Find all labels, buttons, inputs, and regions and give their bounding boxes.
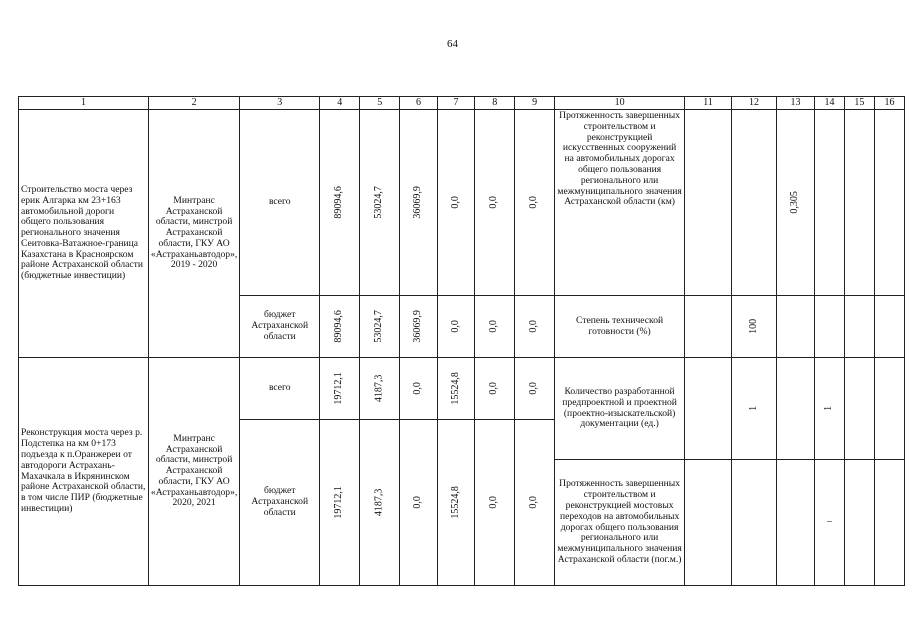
project1-total-source: всего xyxy=(240,110,320,296)
project1-total-col4: 89094,6 xyxy=(333,186,345,219)
empty-cell xyxy=(874,358,904,460)
project1-total-col6: 36069,9 xyxy=(412,186,424,219)
empty-cell xyxy=(844,110,874,296)
project2-total-row xyxy=(19,358,905,420)
project2-col14-dash: – xyxy=(826,516,832,528)
empty-cell xyxy=(776,296,814,358)
project2-budget-col4: 19712,1 xyxy=(333,486,345,519)
project1-name: Строительство моста через ерик Алгарка км 23+163 автомобильной дороги общего пользования регионального значения Сеитовка-Ватажное-граница Казахстана в Красноярском районе Астраханской области (бюджетные инвестиции) xyxy=(19,110,149,358)
empty-cell xyxy=(685,296,732,358)
project2-budget-col9: 0,0 xyxy=(528,496,540,509)
empty-cell xyxy=(732,460,777,586)
project2-name: Реконструкция моста через р. Подстепка на км 0+173 подъезда к п.Оранжереи от автодороги Астрахань-Махачкала в Икрянинском районе Астраханской области, в том числе ПИР (бюджетные инвестиции) xyxy=(19,358,149,586)
header-cell: 4 xyxy=(320,97,360,110)
header-cell: 5 xyxy=(360,97,400,110)
project1-col12-value: 100 xyxy=(747,318,759,334)
project1-budget-col8: 0,0 xyxy=(488,320,500,333)
project1-budget-col9: 0,0 xyxy=(528,320,540,333)
empty-cell xyxy=(874,110,904,296)
header-cell: 11 xyxy=(685,97,732,110)
empty-cell xyxy=(776,358,814,460)
header-cell: 10 xyxy=(555,97,685,110)
project1-executor: Минтранс Астраханской области, минстрой Астраханской области, ГКУ АО «Астраханьавтодор», 2019 - 2020 xyxy=(148,110,239,358)
project2-total-col6: 0,0 xyxy=(412,382,424,395)
empty-cell xyxy=(776,460,814,586)
project2-budget-col7: 15524,8 xyxy=(449,486,461,519)
empty-cell xyxy=(874,460,904,586)
project2-total-source: всего xyxy=(240,358,320,420)
project2-col14-value: 1 xyxy=(823,405,835,411)
project2-total-col4: 19712,1 xyxy=(333,372,345,405)
project2-budget-source: бюджет Астраханской области xyxy=(240,420,320,586)
project2-total-col8: 0,0 xyxy=(488,382,500,395)
project2-executor: Минтранс Астраханской области, минстрой Астраханской области, ГКУ АО «Астраханьавтодор», 2020, 2021 xyxy=(148,358,239,586)
empty-cell xyxy=(874,296,904,358)
header-cell: 3 xyxy=(240,97,320,110)
project2-total-col9: 0,0 xyxy=(528,382,540,395)
project2-budget-col6: 0,0 xyxy=(412,496,424,509)
header-cell: 13 xyxy=(776,97,814,110)
project2-total-col5: 4187,3 xyxy=(373,374,385,403)
project2-indicator-docs: Количество разработанной предпроектной и проектной (проектно-изыскательской) документации (ед.) xyxy=(555,358,685,460)
header-cell: 6 xyxy=(400,97,438,110)
header-cell: 7 xyxy=(437,97,475,110)
project1-indicator-readiness: Степень технической готовности (%) xyxy=(555,296,685,358)
header-cell: 9 xyxy=(515,97,555,110)
project2-indicator-length: Протяженность завершенных строительством и реконструкцией мостовых переходов на автомобильных дорогах общего пользования регионального или межмуниципального значения Астраханской области (пог.м.) xyxy=(555,460,685,586)
empty-cell xyxy=(844,460,874,586)
empty-cell xyxy=(844,296,874,358)
empty-cell xyxy=(844,358,874,460)
project1-col13-value: 0,305 xyxy=(789,191,801,214)
project1-total-col7: 0,0 xyxy=(449,196,461,209)
project2-budget-col5: 4187,3 xyxy=(373,488,385,517)
header-row xyxy=(19,97,905,110)
project1-total-row xyxy=(19,110,905,296)
empty-cell xyxy=(814,296,844,358)
program-table xyxy=(18,96,905,586)
project1-total-col9: 0,0 xyxy=(528,196,540,209)
header-cell: 14 xyxy=(814,97,844,110)
project1-total-col8: 0,0 xyxy=(488,196,500,209)
header-cell: 16 xyxy=(874,97,904,110)
project2-budget-col8: 0,0 xyxy=(488,496,500,509)
header-cell: 8 xyxy=(475,97,515,110)
header-cell: 15 xyxy=(844,97,874,110)
empty-cell xyxy=(685,358,732,460)
page-number: 64 xyxy=(447,38,458,50)
project1-budget-col5: 53024,7 xyxy=(373,310,385,343)
project2-total-col7: 15524,8 xyxy=(449,372,461,405)
project1-budget-col7: 0,0 xyxy=(449,320,461,333)
empty-cell xyxy=(732,110,777,296)
empty-cell xyxy=(685,110,732,296)
empty-cell xyxy=(685,460,732,586)
project1-budget-col6: 36069,9 xyxy=(412,310,424,343)
project1-indicator-length: Протяженность завершенных строительством и реконструкцией искусственных сооружений на автомобильных дорогах общего пользования регионального или межмуниципального значения Астраханской области (км) xyxy=(555,110,685,296)
project2-col12-value: 1 xyxy=(747,405,759,411)
project1-budget-col4: 89094,6 xyxy=(333,310,345,343)
project1-budget-source: бюджет Астраханской области xyxy=(240,296,320,358)
project1-total-col5: 53024,7 xyxy=(373,186,385,219)
header-cell: 1 xyxy=(19,97,149,110)
header-cell: 12 xyxy=(732,97,777,110)
header-cell: 2 xyxy=(148,97,239,110)
empty-cell xyxy=(814,110,844,296)
